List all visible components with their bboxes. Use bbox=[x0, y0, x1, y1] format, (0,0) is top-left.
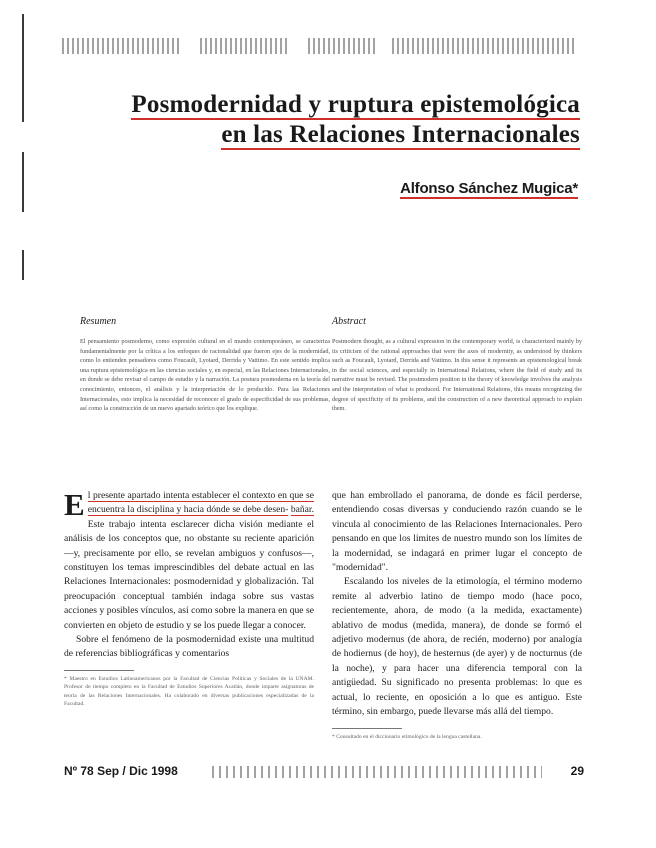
body-column-left bbox=[64, 489, 314, 709]
body-paragraph-3: que han embrollado el panorama, de donde es fácil perderse, entendiendo cosas diversas y conduciendo razón cuando se le vincula al conocimiento de las Relaciones Internacionales. Pero pensando en que los límites de nuestro mundo son los límites de la modernidad, se indagará en primer lugar el concepto de "modernidad". bbox=[332, 490, 582, 574]
author-footnote: * Maestro en Estudios Latinoamericanos por la Facultad de Ciencias Políticas y Sociales de la UNAM. Profesor de tiempo completo en la Facultad de Estudios Superiores Acatlán, donde imparte asignaturas de teoría de las Relaciones Internacionales. Ha colaborado en diversas publicaciones especializadas de la Facultad. bbox=[64, 675, 314, 708]
margin-rule bbox=[22, 250, 24, 280]
footnote-rule bbox=[332, 728, 402, 729]
body-paragraph-2 bbox=[64, 633, 314, 662]
abstract-column bbox=[332, 316, 582, 414]
footnote-rule bbox=[64, 670, 134, 671]
title-line-2-text: en las Relaciones Internacionales bbox=[221, 121, 580, 148]
margin-rule bbox=[22, 14, 24, 122]
article-title bbox=[80, 90, 580, 150]
drop-cap: E bbox=[64, 487, 85, 522]
page-number: 29 bbox=[570, 764, 584, 778]
resumen-heading: Resumen bbox=[80, 316, 117, 327]
title-line-2 bbox=[80, 120, 580, 150]
scan-header-noise bbox=[62, 38, 576, 60]
body-column-right bbox=[332, 489, 582, 741]
page-footer bbox=[64, 764, 584, 782]
resumen-column bbox=[80, 316, 330, 414]
author-name-text: Alfonso Sánchez Mugica* bbox=[400, 180, 578, 197]
paragraph-text: Escalando los niveles de la etimología, el término moderno remite al adverbio latino de tiempo modo (hace poco, recientemente, ahora, de modo (a la medida, exactamente) ablativo de modus (medida, manera), de donde se formó el adjetivo modernus (de ahora, de recién, moderno) por analogía de hodiernus (de hoy), de hesternus (de ayer) y de nocturnus (de la noche), y para hacer una diferencia temporal con la antigüedad. Su significado no presenta problemas: lo que es actual, lo reciente, en oposición a lo que es antiguo. Este término, sin embargo, puede llevarse más allá del tiempo. bbox=[332, 576, 582, 718]
author-name bbox=[300, 180, 578, 197]
resumen-text: El pensamiento posmoderno, como expresión cultural en el mundo contemporáneo, se caracteriza fundamentalmente por la crítica a los enfoques de racionalidad que fueron ejes de la modernidad, como lo entienden pensadores como Foucault, Lyotard, Derrida y Vattimo. En este sentido implica una ruptura epistemológica en las ciencias sociales y, en especial, en las Relaciones Internacionales, en donde se debe revisar el campo de estudio y la narración. La postura posmoderna en la teoría del conocimiento, entonces, el análisis y la interpretación de lo producido. Para las Relaciones Internacionales, esto implica la necesidad de reconocer el grado de especificidad de sus problemas, así como la construcción de un nuevo apartado teórico que los explique. bbox=[80, 338, 330, 413]
body-paragraph-1 bbox=[64, 489, 314, 633]
title-line-1-text: Posmodernidad y ruptura epistemológica bbox=[131, 91, 580, 118]
paragraph-text: Este trabajo intenta esclarecer dicha visión mediante el análisis de los conceptos que, no obstante su reciente aparición —y, precisamente por ello, se revelan ambiguos y confusos—, constituyen los temas imprescindibles del debate actual en las Relaciones Internacionales: posmodernidad y globalización. Tal preocupación conceptual también indaga sobre sus vastas acciones y posibles vínculos, así como sobre la manera en que se convierten en objeto de estudio y se los puede llegar a conocer. bbox=[64, 518, 314, 631]
body-paragraph-4 bbox=[332, 575, 582, 719]
scan-footer-noise bbox=[212, 766, 542, 778]
highlighted-text: l presente apartado intenta establecer el contexto en que se encuentra la disciplina y hacia dónde se debe desen- bbox=[87, 490, 314, 516]
abstract-heading: Abstract bbox=[332, 316, 366, 327]
etymology-footnote: * Consultado en el diccionario etimológico de la lengua castellana. bbox=[332, 733, 482, 740]
highlighted-word: bañar. bbox=[290, 504, 314, 516]
margin-rule bbox=[22, 152, 24, 212]
abstract-text: Postmodern thought, as a cultural expression in the contemporary world, is characterized mainly by its criticism of the rational approaches that were the axes of modernity, as understood by thinkers such as Foucault, Lyotard, Derrida and Vattimo. In this sense it represents an epistemological break in the social sciences, and especially in International Relations, where the field of study and its narrative must be revised. The postmodern position in the theory of knowledge involves the analysis and the interpretation of what is produced. For International Relations, this means recognizing the degree of specificity of its problems, and the construction of a new theoretical approach to explain them. bbox=[332, 338, 582, 413]
paragraph-text: Sobre el fenómeno de la posmodernidad existe una multitud de referencias bibliográficas y comentarios bbox=[64, 634, 314, 660]
issue-label: Nº 78 Sep / Dic 1998 bbox=[64, 764, 178, 778]
title-line-1 bbox=[80, 90, 580, 120]
